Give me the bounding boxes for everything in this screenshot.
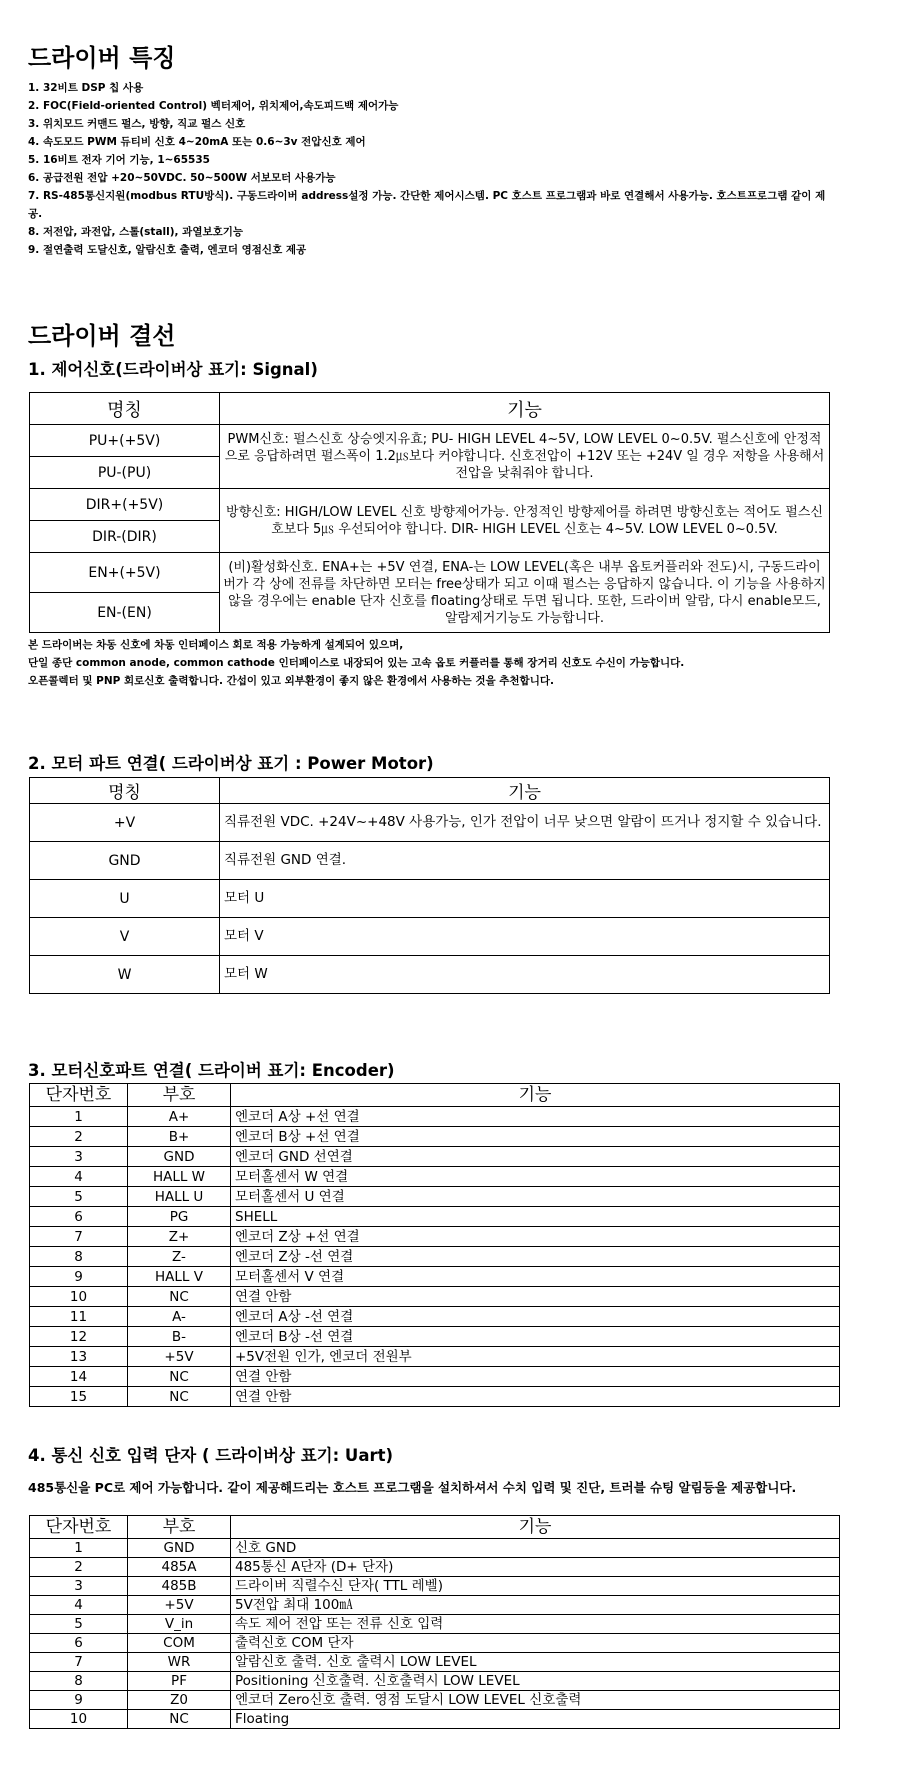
terminal-function: 모터홀센서 V 연결 [231, 1267, 840, 1287]
terminal-function: 알람신호 출력. 신호 출력시 LOW LEVEL [231, 1653, 840, 1672]
uart-section-title: 4. 통신 신호 입력 단자 ( 드라이버상 표기: Uart) [28, 1446, 394, 1465]
table-row [30, 1653, 840, 1672]
terminal-symbol: HALL W [128, 1167, 231, 1187]
table-row [30, 1691, 840, 1710]
table-row [30, 1227, 840, 1247]
column-header-name: 명칭 [30, 393, 220, 425]
terminal-number: 2 [30, 1558, 128, 1577]
terminal-number: 5 [30, 1187, 128, 1207]
terminal-function: 모터홀센서 U 연결 [231, 1187, 840, 1207]
signal-table [29, 392, 830, 633]
motor-terminal-name: GND [30, 842, 220, 880]
terminal-symbol: NC [128, 1287, 231, 1307]
table-row [30, 1367, 840, 1387]
motor-terminal-name: W [30, 956, 220, 994]
table-row [30, 1107, 840, 1127]
terminal-number: 9 [30, 1691, 128, 1710]
feature-item: 4. 속도모드 PWM 듀티비 신호 4~20mA 또는 0.6~3v 전압신호 제어 [28, 136, 366, 148]
terminal-function: Floating [231, 1710, 840, 1729]
terminal-symbol: V_in [128, 1615, 231, 1634]
terminal-number: 10 [30, 1710, 128, 1729]
terminal-function: 엔코더 A상 -선 연결 [231, 1307, 840, 1327]
column-header-terminal-no: 단자번호 [30, 1516, 128, 1539]
terminal-function: 엔코더 GND 선연결 [231, 1147, 840, 1167]
terminal-symbol: PG [128, 1207, 231, 1227]
terminal-function: 5V전압 최대 100㎃ [231, 1596, 840, 1615]
terminal-function: 모터홀센서 W 연결 [231, 1167, 840, 1187]
terminal-number: 13 [30, 1347, 128, 1367]
terminal-function: 출력신호 COM 단자 [231, 1634, 840, 1653]
terminal-symbol: Z0 [128, 1691, 231, 1710]
table-row [30, 1147, 840, 1167]
terminal-symbol: COM [128, 1634, 231, 1653]
terminal-number: 6 [30, 1634, 128, 1653]
signal-note: 오픈콜렉터 및 PNP 회로신호 출력합니다. 간섭이 있고 외부환경이 좋지 않은 환경에서 사용하는 것을 추천합니다. [28, 675, 554, 687]
terminal-function: +5V전원 인가, 엔코더 전원부 [231, 1347, 840, 1367]
terminal-number: 1 [30, 1539, 128, 1558]
terminal-function: 엔코더 Zero신호 출력. 영점 도달시 LOW LEVEL 신호출력 [231, 1691, 840, 1710]
feature-item: 6. 공급전원 전압 +20~50VDC. 50~500W 서보모터 사용가능 [28, 172, 336, 184]
table-header-row [30, 778, 830, 804]
table-row [30, 1187, 840, 1207]
feature-item: 8. 저전압, 과전압, 스톨(stall), 과열보호기능 [28, 226, 244, 238]
table-row [30, 1267, 840, 1287]
column-header-name: 명칭 [30, 778, 220, 804]
column-header-function: 기능 [220, 778, 830, 804]
signal-note: 본 드라이버는 차동 신호에 차동 인터페이스 회로 적용 가능하게 설계되어 있으며, [28, 639, 404, 651]
table-row [30, 918, 830, 956]
encoder-section-title: 3. 모터신호파트 연결( 드라이버 표기: Encoder) [28, 1061, 395, 1080]
terminal-symbol: HALL U [128, 1187, 231, 1207]
column-header-function: 기능 [220, 393, 830, 425]
table-row [30, 1596, 840, 1615]
table-row [30, 804, 830, 842]
motor-terminal-name: U [30, 880, 220, 918]
terminal-number: 5 [30, 1615, 128, 1634]
table-header-row [30, 1084, 840, 1107]
wiring-title: 드라이버 결선 [28, 322, 176, 350]
motor-terminal-function: 직류전원 GND 연결. [220, 842, 830, 880]
column-header-function: 기능 [231, 1084, 840, 1107]
table-row [30, 1615, 840, 1634]
terminal-number: 2 [30, 1127, 128, 1147]
terminal-function: 엔코더 A상 +선 연결 [231, 1107, 840, 1127]
table-row [30, 1539, 840, 1558]
terminal-function: Positioning 신호출력. 신호출력시 LOW LEVEL [231, 1672, 840, 1691]
terminal-symbol: NC [128, 1367, 231, 1387]
table-row [30, 489, 830, 521]
table-row [30, 425, 830, 457]
uart-table-body [30, 1539, 840, 1729]
terminal-symbol: NC [128, 1387, 231, 1407]
terminal-symbol: HALL V [128, 1267, 231, 1287]
terminal-number: 6 [30, 1207, 128, 1227]
terminal-function: SHELL [231, 1207, 840, 1227]
motor-terminal-name: +V [30, 804, 220, 842]
table-header-row [30, 393, 830, 425]
table-row [30, 956, 830, 994]
signal-name: PU-(PU) [30, 457, 220, 489]
feature-item: 2. FOC(Field-oriented Control) 벡터제어, 위치제어,속도피드백 제어가능 [28, 100, 399, 112]
table-row [30, 1558, 840, 1577]
encoder-table-body [30, 1107, 840, 1407]
terminal-number: 11 [30, 1307, 128, 1327]
terminal-function: 엔코더 Z상 -선 연결 [231, 1247, 840, 1267]
column-header-symbol: 부호 [128, 1084, 231, 1107]
signal-function: 방향신호: HIGH/LOW LEVEL 신호 방향제어가능. 안정적인 방향제어를 하려면 방향신호는 적어도 펄스신호보다 5㎲ 우선되어야 합니다. DIR- HIGH LEVEL 신호는 4~5V. LOW LEVEL 0~0.5V. [220, 489, 830, 553]
encoder-table [29, 1083, 840, 1407]
terminal-symbol: GND [128, 1147, 231, 1167]
motor-terminal-function: 직류전원 VDC. +24V~+48V 사용가능, 인가 전압이 너무 낮으면 알람이 뜨거나 정지할 수 있습니다. [220, 804, 830, 842]
motor-terminal-function: 모터 W [220, 956, 830, 994]
terminal-number: 8 [30, 1672, 128, 1691]
terminal-number: 7 [30, 1653, 128, 1672]
terminal-number: 12 [30, 1327, 128, 1347]
terminal-number: 10 [30, 1287, 128, 1307]
terminal-symbol: A+ [128, 1107, 231, 1127]
features-list [28, 79, 828, 259]
table-row [30, 1127, 840, 1147]
table-row [30, 1672, 840, 1691]
signal-function: PWM신호: 펄스신호 상승엣지유효; PU- HIGH LEVEL 4~5V, LOW LEVEL 0~0.5V. 펄스신호에 안정적으로 응답하려면 펄스폭이 1.2㎲보다 커야합니다. 신호전압이 +12V 또는 +24V 일 경우 저항을 사용해서 전압을 낮춰줘야 합니다. [220, 425, 830, 489]
table-row [30, 553, 830, 593]
terminal-symbol: B+ [128, 1127, 231, 1147]
terminal-symbol: Z+ [128, 1227, 231, 1247]
motor-terminal-function: 모터 V [220, 918, 830, 956]
terminal-number: 3 [30, 1577, 128, 1596]
terminal-number: 7 [30, 1227, 128, 1247]
feature-item: 3. 위치모드 커맨드 펄스, 방향, 직교 펄스 신호 [28, 118, 246, 130]
uart-table [29, 1515, 840, 1729]
table-row [30, 1287, 840, 1307]
signal-name: EN+(+5V) [30, 553, 220, 593]
terminal-function: 연결 안함 [231, 1287, 840, 1307]
table-row [30, 1347, 840, 1367]
terminal-function: 485통신 A단자 (D+ 단자) [231, 1558, 840, 1577]
column-header-symbol: 부호 [128, 1516, 231, 1539]
terminal-symbol: PF [128, 1672, 231, 1691]
terminal-number: 3 [30, 1147, 128, 1167]
terminal-function: 신호 GND [231, 1539, 840, 1558]
table-row [30, 1247, 840, 1267]
terminal-symbol: Z- [128, 1247, 231, 1267]
terminal-symbol: A- [128, 1307, 231, 1327]
terminal-number: 9 [30, 1267, 128, 1287]
uart-intro: 485통신을 PC로 제어 가능합니다. 같이 제공해드리는 호스트 프로그램을 설치하셔서 수치 입력 및 진단, 트러블 슈팅 알림등을 제공합니다. [28, 1480, 797, 1495]
table-row [30, 1167, 840, 1187]
table-row [30, 1710, 840, 1729]
terminal-symbol: +5V [128, 1596, 231, 1615]
terminal-number: 14 [30, 1367, 128, 1387]
signal-name: EN-(EN) [30, 593, 220, 633]
motor-section-title: 2. 모터 파트 연결( 드라이버상 표기 : Power Motor) [28, 754, 434, 773]
terminal-symbol: NC [128, 1710, 231, 1729]
feature-item: 9. 절연출력 도달신호, 알람신호 출력, 엔코더 영점신호 제공 [28, 244, 307, 256]
terminal-number: 4 [30, 1167, 128, 1187]
signal-name: DIR-(DIR) [30, 521, 220, 553]
table-row [30, 1634, 840, 1653]
table-row [30, 1327, 840, 1347]
column-header-function: 기능 [231, 1516, 840, 1539]
terminal-function: 드라이버 직렬수신 단자( TTL 레벨) [231, 1577, 840, 1596]
terminal-function: 엔코더 B상 +선 연결 [231, 1127, 840, 1147]
terminal-number: 15 [30, 1387, 128, 1407]
features-title: 드라이버 특징 [28, 44, 176, 72]
table-header-row [30, 1516, 840, 1539]
table-row [30, 1207, 840, 1227]
terminal-function: 엔코더 Z상 +선 연결 [231, 1227, 840, 1247]
terminal-symbol: GND [128, 1539, 231, 1558]
terminal-number: 8 [30, 1247, 128, 1267]
signal-section-title: 1. 제어신호(드라이버상 표기: Signal) [28, 360, 318, 379]
table-row [30, 880, 830, 918]
signal-note: 단일 종단 common anode, common cathode 인터페이스로 내장되어 있는 고속 옵토 커플러를 통해 장거리 신호도 수신이 가능합니다. [28, 657, 685, 669]
terminal-symbol: 485A [128, 1558, 231, 1577]
terminal-number: 1 [30, 1107, 128, 1127]
terminal-number: 4 [30, 1596, 128, 1615]
terminal-symbol: WR [128, 1653, 231, 1672]
terminal-symbol: B- [128, 1327, 231, 1347]
terminal-function: 연결 안함 [231, 1367, 840, 1387]
column-header-terminal-no: 단자번호 [30, 1084, 128, 1107]
feature-item: 5. 16비트 전자 기어 기능, 1~65535 [28, 154, 210, 166]
motor-table [29, 777, 830, 994]
signal-name: DIR+(+5V) [30, 489, 220, 521]
terminal-symbol: +5V [128, 1347, 231, 1367]
table-row [30, 1307, 840, 1327]
feature-item: 7. RS-485통신지원(modbus RTU방식). 구동드라이버 address설정 가능. 간단한 제어시스템. PC 호스트 프로그램과 바로 연결해서 사용가능. 호스트프로그램 같이 제공. [28, 190, 826, 220]
motor-terminal-name: V [30, 918, 220, 956]
terminal-function: 연결 안함 [231, 1387, 840, 1407]
terminal-function: 속도 제어 전압 또는 전류 신호 입력 [231, 1615, 840, 1634]
table-row [30, 1577, 840, 1596]
terminal-function: 엔코더 B상 -선 연결 [231, 1327, 840, 1347]
table-row [30, 1387, 840, 1407]
feature-item: 1. 32비트 DSP 칩 사용 [28, 82, 144, 94]
signal-name: PU+(+5V) [30, 425, 220, 457]
table-row [30, 842, 830, 880]
terminal-symbol: 485B [128, 1577, 231, 1596]
signal-function: (비)활성화신호. ENA+는 +5V 연결, ENA-는 LOW LEVEL(혹은 내부 옵토커플러와 전도)시, 구동드라이버가 각 상에 전류를 차단하면 모터는 free상태가 되고 이때 펄스는 응답하지 않습니다. 이 기능을 사용하지 않을 경우에는 enable 단자 신호를 floating상태로 두면 됩니다. 또한, 드라이버 알람, 다시 enable모드, 알람제거기능도 가능합니다. [220, 553, 830, 633]
motor-terminal-function: 모터 U [220, 880, 830, 918]
